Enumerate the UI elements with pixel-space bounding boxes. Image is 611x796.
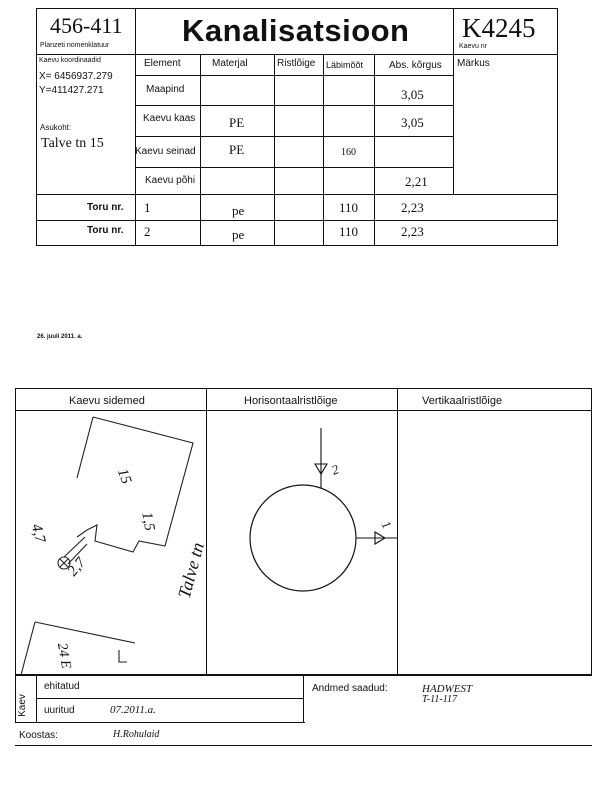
building-outline-2	[21, 622, 135, 675]
date-stamp: 26. juuli 2011. a.	[37, 334, 83, 340]
row-abs-height: 3,05	[401, 115, 424, 130]
coordinate-y: Y=411427.271	[39, 85, 104, 96]
address-label: Asukoht:	[40, 123, 72, 132]
location-sketch	[15, 410, 206, 675]
page-title: Kanalisatsioon	[182, 13, 410, 48]
horizontal-section	[207, 410, 397, 675]
well-number-label: Kaevu nr	[459, 43, 488, 50]
row-abs-height: 3,05	[401, 87, 424, 102]
well-number: K4245	[462, 13, 536, 43]
pipe-diameter: 110	[339, 224, 359, 239]
row-element: Kaevu seinad	[135, 146, 196, 157]
col-title-horizontal: Horisontaalristlõige	[244, 395, 338, 407]
row-element: Kaevu kaas	[143, 113, 196, 124]
pipe-abs-height: 2,23	[401, 224, 424, 239]
col-title-vertical: Vertikaalristlõige	[422, 395, 503, 407]
built-label: ehitatud	[44, 681, 80, 692]
col-title-connections: Kaevu sidemed	[69, 395, 145, 407]
pipe-number: 2	[144, 224, 151, 239]
row-diameter: 160	[341, 147, 356, 158]
distance-label: 2,7	[64, 554, 90, 580]
pipe-label: Toru nr.	[87, 225, 124, 236]
well-circle	[250, 485, 356, 591]
pipe-1-label: 1	[378, 518, 395, 532]
nomenclature-label: Planzeti nomenklatuur	[40, 42, 110, 49]
coordinate-x: X= 6456937.279	[39, 71, 113, 82]
pipe-2-label: 2	[329, 461, 341, 478]
measured-label: uuritud	[44, 705, 75, 716]
pipe-abs-height: 2,23	[401, 200, 424, 215]
compiled-label: Koostas:	[19, 730, 58, 741]
coordinates-label: Kaevu koordinaadid	[39, 57, 101, 64]
header-remarks: Märkus	[457, 58, 490, 69]
address: Talve tn 15	[41, 136, 104, 151]
compiled-by: H.Rohulaid	[113, 729, 160, 740]
pipe-material: pe	[232, 203, 245, 218]
street-label: Talve tn	[173, 540, 208, 601]
header-diameter: Läbimõõt	[326, 60, 364, 70]
data-source-label: Andmed saadud:	[312, 683, 388, 694]
header-material: Materjal	[212, 58, 248, 69]
house-number: 15	[113, 466, 135, 487]
row-abs-height: 2,21	[405, 174, 428, 189]
pipe-label: Toru nr.	[87, 202, 124, 213]
data-source-company: HADWEST	[422, 683, 473, 695]
pipe-diameter: 110	[339, 200, 359, 215]
measured-date: 07.2011.a.	[110, 704, 156, 716]
kaev-side-label: Kaev	[16, 694, 28, 717]
data-source-code: T-11-117	[422, 694, 457, 705]
pipe-material: pe	[232, 227, 245, 242]
row-material: PE	[229, 142, 245, 157]
nomenclature-number: 456-411	[50, 13, 123, 38]
row-element: Kaevu põhi	[145, 175, 196, 186]
pipe-number: 1	[144, 200, 151, 215]
header-abs-height: Abs. kõrgus	[389, 60, 442, 71]
header-element: Element	[144, 58, 181, 69]
distance-label: 4,7	[27, 522, 49, 545]
building-outline	[77, 417, 193, 552]
row-element: Maapind	[146, 84, 185, 95]
building-label: 24 E	[53, 641, 74, 671]
row-material: PE	[229, 115, 245, 130]
distance-label: 1,5	[138, 510, 158, 533]
header-cross-section: Ristlõige	[277, 58, 316, 69]
